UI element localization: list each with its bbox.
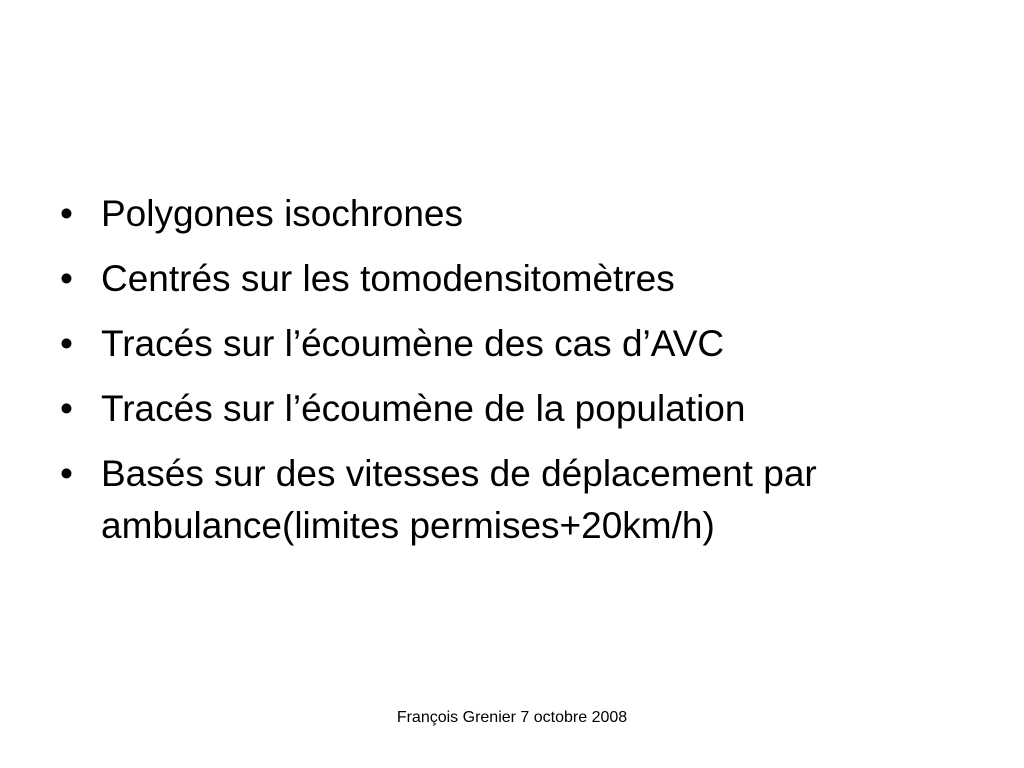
bullet-item [60,318,960,370]
bullet-item [60,188,960,240]
slide-footer: François Grenier 7 octobre 2008 [396,709,628,726]
bullet-marker: • [60,453,73,494]
bullet-text: Tracés sur l’écoumène des cas d’AVC [101,323,725,364]
bullet-item [60,383,960,435]
bullet-item [60,253,960,305]
bullet-marker: • [60,323,73,364]
bullet-text: Polygones isochrones [101,193,463,234]
bullet-text: Tracés sur l’écoumène de la population [101,388,746,429]
bullet-list [60,188,960,565]
bullet-marker: • [60,258,73,299]
bullet-text: Centrés sur les tomodensitomètres [101,258,675,299]
bullet-item [60,448,960,552]
bullet-text: Basés sur des vitesses de déplacement par ambulance(limites permises+20km/h) [101,453,817,546]
bullet-marker: • [60,388,73,429]
bullet-marker: • [60,193,73,234]
